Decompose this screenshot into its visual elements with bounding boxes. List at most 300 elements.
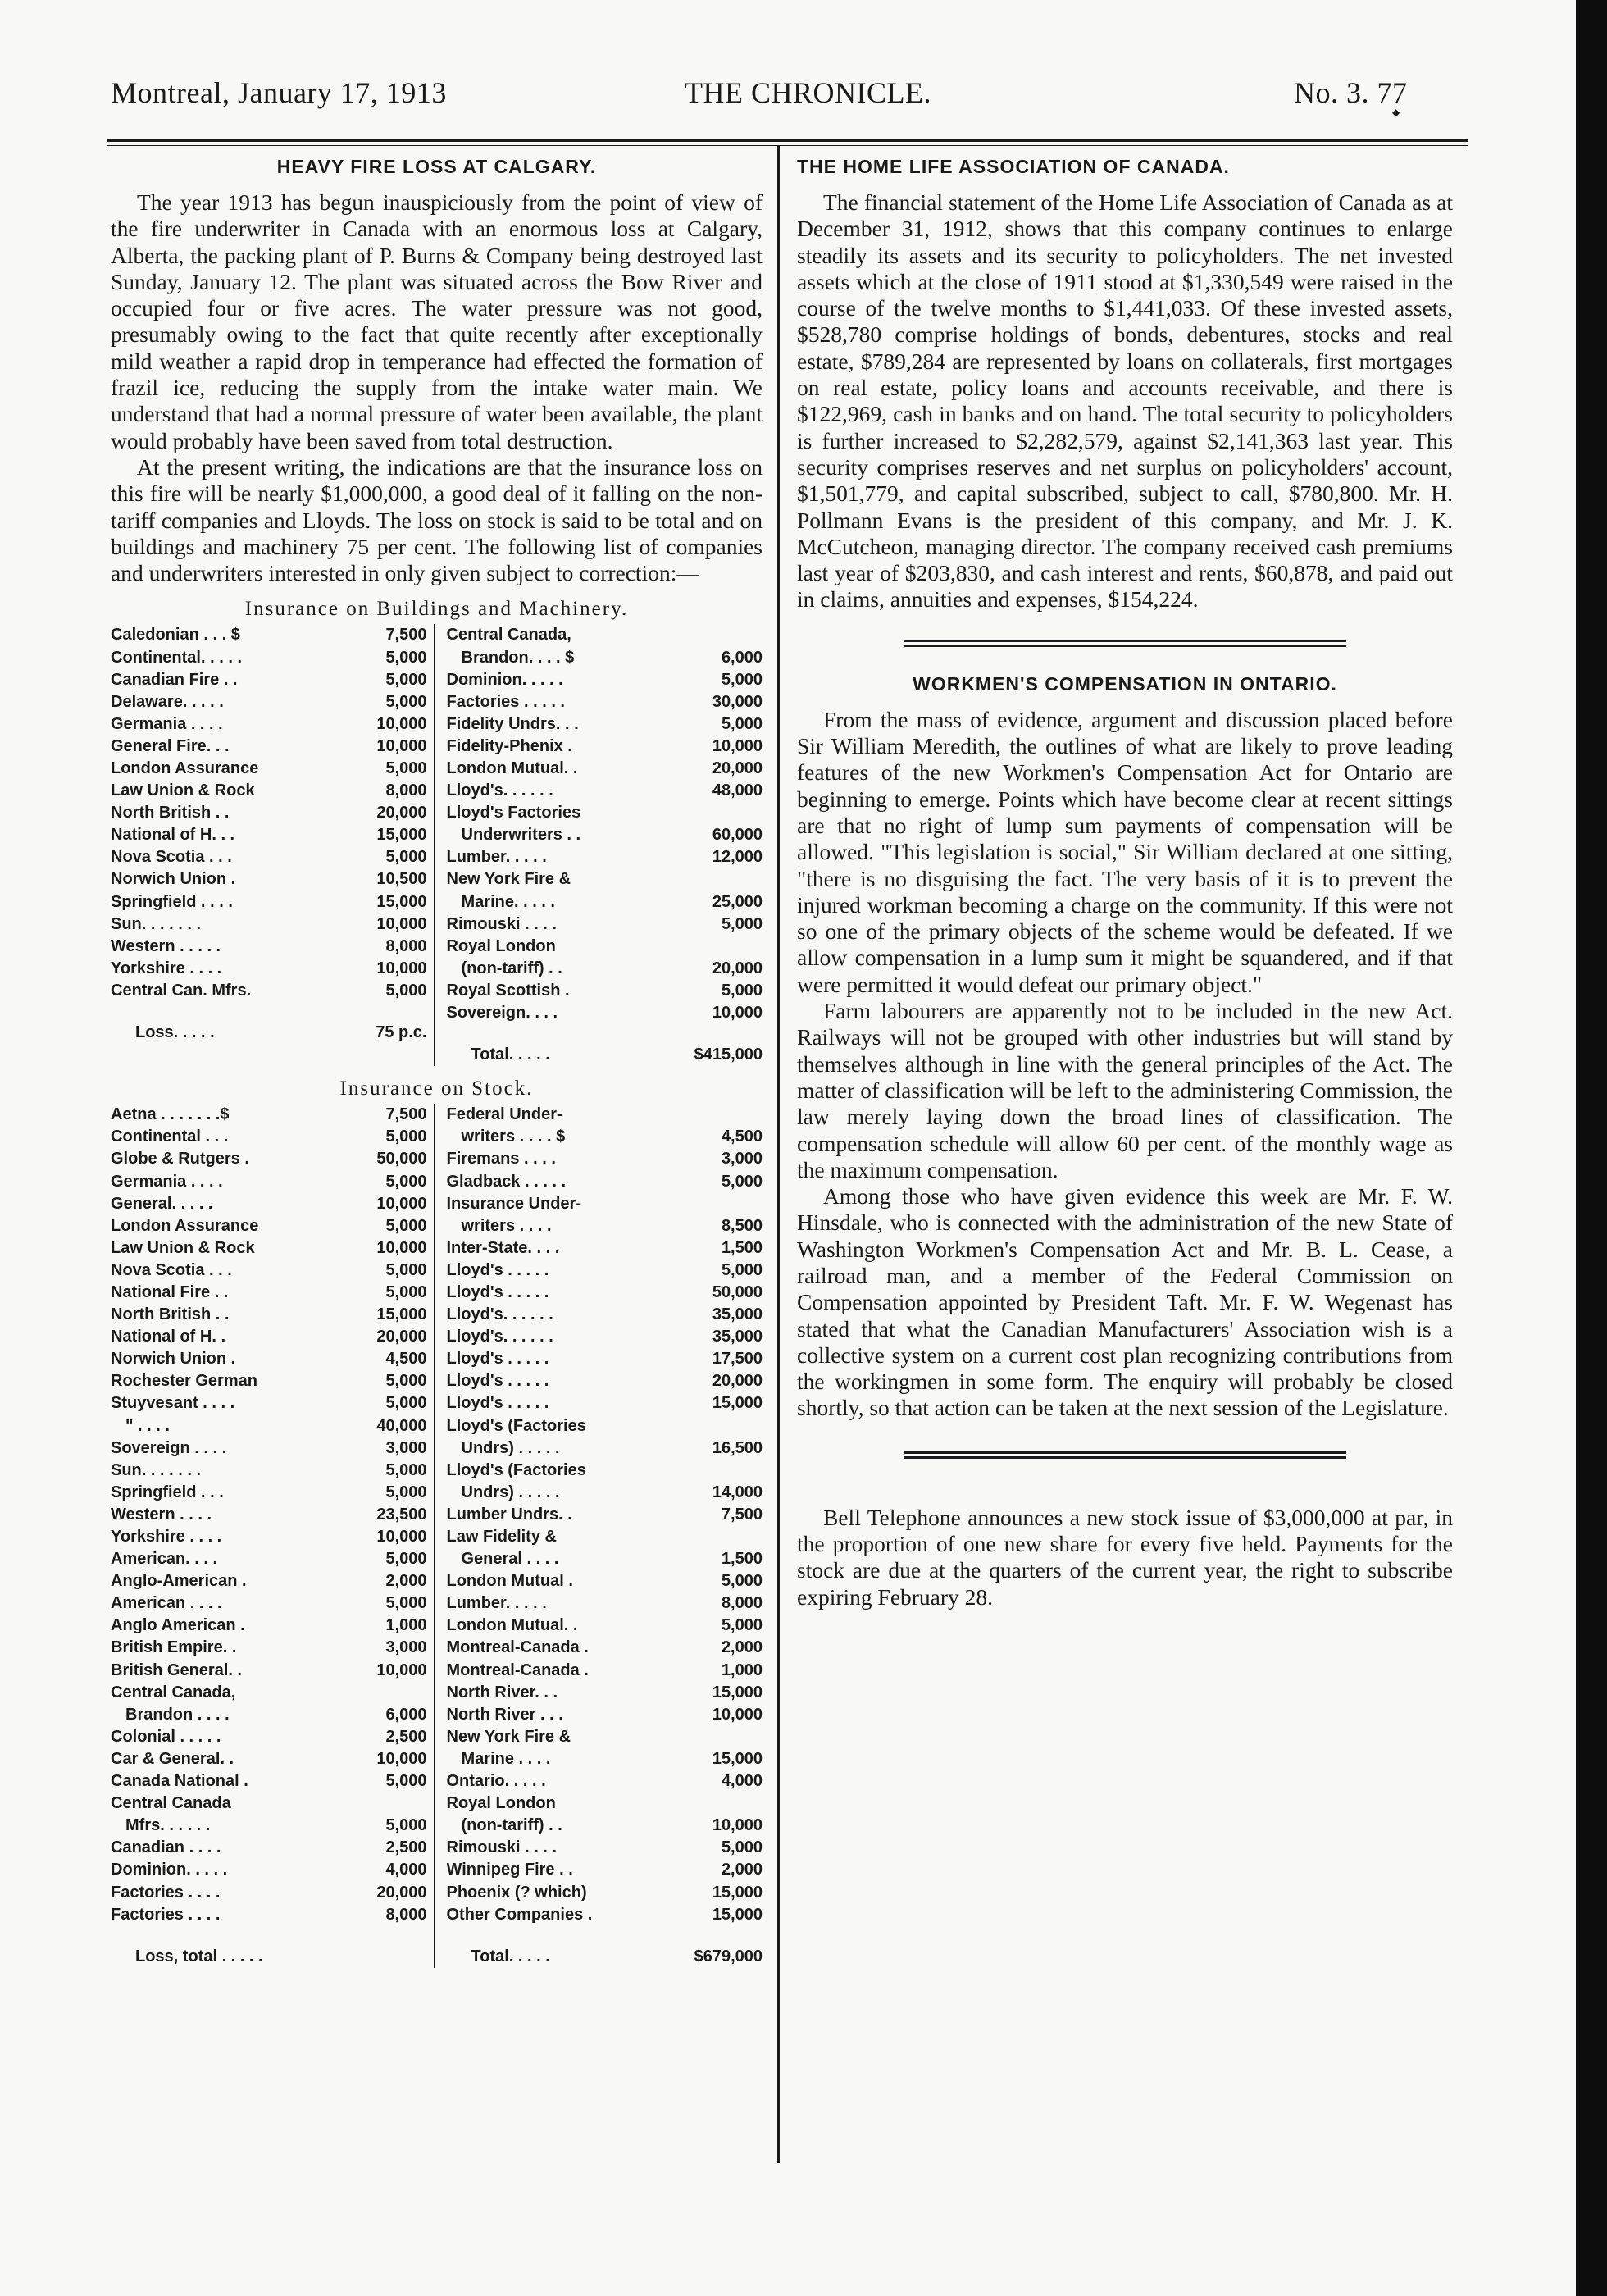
table-row <box>111 713 427 736</box>
amount <box>758 1793 763 1815</box>
amount <box>758 1726 763 1748</box>
company-name: Factories . . . . <box>111 1905 221 1924</box>
company-name: Continental. . . . . <box>111 648 242 667</box>
amount: 3,000 <box>385 1638 427 1657</box>
amount: 10,500 <box>376 870 427 889</box>
table-row <box>447 1526 763 1548</box>
table-row <box>111 1348 427 1370</box>
amount: 20,000 <box>712 759 763 778</box>
company-name: Marine. . . . . <box>461 892 555 911</box>
company-name: London Mutual. . <box>446 759 578 778</box>
amount <box>422 1682 427 1704</box>
amount: 15,000 <box>712 1683 763 1702</box>
company-name: Aetna . . . . . . .$ <box>111 1105 230 1124</box>
table-row <box>447 736 763 758</box>
table-row <box>447 1148 763 1170</box>
amount <box>758 1460 763 1482</box>
amount: 1,500 <box>721 1550 763 1569</box>
total-amount: $415,000 <box>694 1046 763 1064</box>
table-row <box>111 1815 427 1837</box>
amount: 3,000 <box>721 1150 763 1168</box>
company-name: Central Canada <box>111 1794 231 1813</box>
table-row <box>111 1282 427 1304</box>
company-name: North River . . . <box>446 1705 563 1724</box>
company-name: Lloyd's. . . . . . <box>446 1305 553 1324</box>
table-row <box>447 1682 763 1704</box>
binding-edge <box>1576 0 1607 2296</box>
table-row <box>447 1592 763 1615</box>
amount: 23,500 <box>376 1505 427 1524</box>
amount: 5,000 <box>385 759 427 778</box>
company-name: Canada National . <box>111 1772 248 1791</box>
company-name: National of H. . <box>111 1328 225 1346</box>
table-row <box>111 1326 427 1348</box>
amount: 30,000 <box>712 692 763 711</box>
amount: 10,000 <box>376 1194 427 1213</box>
table-row <box>447 1770 763 1793</box>
company-name: " . . . . <box>125 1416 170 1435</box>
company-name: Factories . . . . . <box>446 692 565 711</box>
company-name: Factories . . . . <box>111 1883 221 1902</box>
table-row <box>111 1237 427 1260</box>
amount: 8,000 <box>385 781 427 800</box>
company-name: Rimouski . . . . <box>446 914 557 933</box>
amount: 5,000 <box>385 848 427 867</box>
amount: 6,000 <box>385 1705 427 1724</box>
amount: 5,000 <box>385 1172 427 1191</box>
company-name: Western . . . . . <box>111 936 221 955</box>
table-row <box>111 1660 427 1682</box>
company-name: London Assurance <box>111 1216 259 1235</box>
table-row <box>447 958 763 980</box>
company-name: Federal Under- <box>446 1105 562 1124</box>
company-name: Fidelity-Phenix . <box>446 736 572 755</box>
company-name: Rochester German <box>111 1372 257 1391</box>
table-row <box>447 758 763 780</box>
company-name: Lloyd's Factories <box>446 804 581 822</box>
company-name: Lumber. . . . . <box>446 1594 547 1613</box>
company-name: Inter-State. . . . <box>446 1238 560 1257</box>
amount: 15,000 <box>712 1905 763 1924</box>
company-name: Firemans . . . . <box>446 1150 556 1168</box>
amount: 1,500 <box>721 1238 763 1257</box>
company-name: Norwich Union . <box>111 870 236 889</box>
amount: 2,500 <box>385 1838 427 1857</box>
amount: 20,000 <box>712 1372 763 1391</box>
table-row <box>447 1482 763 1504</box>
double-rule-divider <box>904 1451 1346 1459</box>
calgary-paragraph: At the present writing, the indications are that the insurance loss on this fire will be nearly $1,000,000, a good deal of it falling on the non-tariff companies and Lloyds. The loss on stock is said to be total and on buildings and machinery 75 per cent. The following list of companies and underwriters interested in only given subject to correction:— <box>111 453 763 586</box>
workmens-comp-paragraph: Farm labourers are apparently not to be included in the new Act. Railways will not be grouped with other industries but will stand by themselves although in line with the general principles of the Act. The matter of classification will be left to the administering Commission, the law merely laying down the broad lines of classification. The compensation schedule will allow 60 per cent. of the monthly wage as the maximum compensation. <box>797 998 1453 1182</box>
buildings-table-left <box>111 624 435 1066</box>
buildings-table <box>111 624 763 1066</box>
amount: 8,000 <box>721 1594 763 1613</box>
company-name: Lloyd's (Factories <box>446 1460 586 1479</box>
company-name: Nova Scotia . . . <box>111 848 232 867</box>
amount: 50,000 <box>376 1150 427 1168</box>
company-name: Germania . . . . <box>111 714 223 733</box>
amount: 5,000 <box>385 1260 427 1279</box>
company-name: Underwriters . . <box>461 826 581 845</box>
table-row <box>111 1793 427 1815</box>
amount: 5,000 <box>385 1216 427 1235</box>
company-name: General. . . . . <box>111 1194 213 1213</box>
table-row <box>111 958 427 980</box>
amount: 7,500 <box>385 1105 427 1124</box>
amount: 10,000 <box>376 1238 427 1257</box>
table-row <box>111 802 427 824</box>
company-name: Dominion. . . . . <box>111 1861 228 1879</box>
company-name: Montreal-Canada . <box>446 1660 589 1679</box>
table-row <box>111 1148 427 1170</box>
amount: 15,000 <box>712 1883 763 1902</box>
company-name: writers . . . . <box>461 1216 552 1235</box>
amount <box>758 1526 763 1548</box>
company-name: Lumber. . . . . <box>446 848 547 867</box>
table-row <box>447 691 763 713</box>
company-name: Lloyd's . . . . . <box>446 1260 549 1279</box>
table-row <box>111 758 427 780</box>
amount: 15,000 <box>712 1749 763 1768</box>
table-row <box>447 1615 763 1637</box>
company-name: London Assurance <box>111 759 259 778</box>
company-name: (non-tariff) . . <box>461 1816 562 1835</box>
amount: 5,000 <box>721 670 763 689</box>
company-name: Brandon . . . . <box>125 1705 230 1724</box>
table-row <box>447 1815 763 1837</box>
company-name: Montreal-Canada . <box>446 1638 589 1657</box>
total-label: Total. . . . . <box>471 1947 550 1966</box>
company-name: New York Fire & <box>446 870 571 889</box>
total-amount: $679,000 <box>694 1947 763 1966</box>
amount: 60,000 <box>712 826 763 845</box>
table-row <box>111 846 427 868</box>
table-row <box>111 1104 427 1126</box>
amount: 20,000 <box>376 1883 427 1902</box>
total-amount: 75 p.c. <box>376 1023 427 1042</box>
amount: 5,000 <box>721 981 763 1000</box>
total-amount <box>422 1946 427 1968</box>
amount: 10,000 <box>712 1816 763 1835</box>
amount: 4,000 <box>385 1861 427 1879</box>
company-name: writers . . . . $ <box>461 1128 566 1146</box>
company-name: Rimouski . . . . <box>446 1838 557 1857</box>
table-row <box>447 1859 763 1881</box>
amount: 10,000 <box>712 736 763 755</box>
workmens-comp-paragraph: From the mass of evidence, argument and discussion placed before Sir William Meredith, the outlines of what are likely to prove leading features of the new Workmen's Compensation Act for Ontario are beginning to emerge. Points which have become clear at recent sittings are that no right of lump sum payments of compensation will be allowed. "This legislation is social," Sir William declared at one sitting, "there is no disguising the fact. The very basis of it is to prevent the injured workman becoming a charge on the community. If this were not so one of the primary objects of the scheme would be defeated. If we allow compensation in a lump sum it might be squandered, and if that were permitted it would defeat our primary object." <box>797 706 1453 997</box>
table-row <box>447 1437 763 1460</box>
table-row <box>447 1193 763 1215</box>
amount: 2,000 <box>721 1638 763 1657</box>
table-row <box>447 891 763 913</box>
company-name: General . . . . <box>461 1550 559 1569</box>
table-row <box>111 1415 427 1437</box>
company-name: American. . . . <box>111 1550 218 1569</box>
amount <box>758 624 763 646</box>
right-column <box>797 156 1453 1610</box>
table-row <box>111 1770 427 1793</box>
company-name: Germania . . . . <box>111 1172 223 1191</box>
company-name: North British . . <box>111 804 230 822</box>
table-row <box>447 846 763 868</box>
company-name: Lumber Undrs. . <box>446 1505 572 1524</box>
company-name: Delaware. . . . . <box>111 692 224 711</box>
amount: 48,000 <box>712 781 763 800</box>
company-name: London Mutual. . <box>446 1616 578 1635</box>
stock-table <box>111 1104 763 1968</box>
amount <box>422 1793 427 1815</box>
amount: 2,000 <box>721 1861 763 1879</box>
table-row <box>447 824 763 846</box>
company-name: General Fire. . . <box>111 736 230 755</box>
company-name: Royal Scottish . <box>446 981 570 1000</box>
left-column <box>111 156 763 1968</box>
calgary-headline: HEAVY FIRE LOSS AT CALGARY. <box>276 156 597 177</box>
company-name: Canadian . . . . <box>111 1838 221 1857</box>
table-row <box>111 1504 427 1526</box>
amount: 8,500 <box>721 1216 763 1235</box>
company-name: Royal London <box>446 936 556 955</box>
home-life-headline: THE HOME LIFE ASSOCIATION OF CANADA. <box>797 156 1230 177</box>
amount: 10,000 <box>376 914 427 933</box>
table-row <box>447 647 763 669</box>
bell-telephone-paragraph: Bell Telephone announces a new stock issue of $3,000,000 at par, in the proportion of one new share for every five held. Payments for the stock are due at the quarters of the current year, the right to subscribe expiring February 28. <box>797 1504 1453 1610</box>
workmens-comp-paragraph: Among those who have given evidence this week are Mr. F. W. Hinsdale, who is connected with the administration of the new State of Washington Workmen's Compensation Act and Mr. B. L. Cease, a railroad man, and a member of the Federal Commission on Compensation appointed by President Taft. Mr. F. W. Wegenast has stated that what the Canadian Manufacturers' Association wish is a collective system on a current cost plan recognizing contributions from the workingmen in some form. The enquiry will probably be closed shortly, so that action can be taken at the next session of the Legislature. <box>797 1183 1453 1421</box>
table-row <box>111 1837 427 1859</box>
table-row <box>447 913 763 936</box>
table-row <box>111 1704 427 1726</box>
amount: 5,000 <box>721 914 763 933</box>
company-name: Globe & Rutgers . <box>111 1150 249 1168</box>
table-row <box>111 1592 427 1615</box>
total-label: Loss, total . . . . . <box>135 1947 263 1966</box>
amount: 10,000 <box>712 1004 763 1023</box>
table-row <box>447 1002 763 1024</box>
amount: 10,000 <box>376 1528 427 1547</box>
amount: 5,000 <box>721 1616 763 1635</box>
table-row <box>111 1882 427 1904</box>
amount: 35,000 <box>712 1328 763 1346</box>
amount: 40,000 <box>376 1416 427 1435</box>
table-row <box>111 868 427 891</box>
header-date: Montreal, January 17, 1913 <box>111 76 447 109</box>
amount <box>758 936 763 958</box>
amount: 6,000 <box>721 648 763 667</box>
amount: 35,000 <box>712 1305 763 1324</box>
amount: 15,000 <box>712 1394 763 1413</box>
table-row <box>447 1237 763 1260</box>
amount: 5,000 <box>385 692 427 711</box>
table-row <box>447 1748 763 1770</box>
company-name: Undrs) . . . . . <box>461 1483 560 1501</box>
amount: 10,000 <box>376 1660 427 1679</box>
company-name: New York Fire & <box>446 1727 571 1746</box>
amount <box>758 1104 763 1126</box>
amount: 10,000 <box>712 1705 763 1724</box>
company-name: Stuyvesant . . . . <box>111 1394 235 1413</box>
table-row <box>111 1126 427 1148</box>
calgary-paragraph: The year 1913 has begun inauspiciously from the point of view of the fire underwriter in Canada with an enormous loss at Calgary, Alberta, the packing plant of P. Burns & Company being destroyed last Sunday, January 12. The plant was situated across the Bow River and occupied four or five acres. The water pressure was not good, presumably owing to the fact that quite recently after exceptionally mild weather a rapid drop in temperance had effected the formation of frazil ice, reducing the supply from the intake water main. We understand that had a normal pressure of water been available, the plant would probably have been saved from total destruction. <box>111 189 763 453</box>
amount: 5,000 <box>385 1594 427 1613</box>
table-row <box>111 1260 427 1282</box>
table-row <box>447 1704 763 1726</box>
table-row <box>111 1171 427 1193</box>
table-row <box>111 913 427 936</box>
total-label: Loss. . . . . <box>135 1023 215 1042</box>
table-row <box>447 802 763 824</box>
table-row <box>447 1637 763 1659</box>
table-row <box>111 624 427 646</box>
table-row <box>111 1637 427 1659</box>
company-name: Sovereign. . . . <box>446 1004 558 1023</box>
company-name: Law Union & Rock <box>111 781 255 800</box>
amount: 15,000 <box>376 1305 427 1324</box>
table-row <box>111 1370 427 1392</box>
stock-table-left <box>111 1104 435 1968</box>
table-row <box>447 1348 763 1370</box>
stock-table-heading: Insurance on Stock. <box>339 1077 534 1100</box>
amount: 20,000 <box>376 1328 427 1346</box>
table-row <box>111 1748 427 1770</box>
amount: 50,000 <box>712 1282 763 1301</box>
amount: 5,000 <box>721 714 763 733</box>
table-row <box>447 1260 763 1282</box>
company-name: Royal London <box>446 1794 556 1813</box>
amount: 16,500 <box>712 1438 763 1457</box>
amount: 7,500 <box>385 626 427 645</box>
table-row <box>447 1460 763 1482</box>
table-row <box>447 868 763 891</box>
table-row <box>111 1193 427 1215</box>
amount: 17,500 <box>712 1350 763 1369</box>
table-row <box>447 1837 763 1859</box>
company-name: Central Canada, <box>111 1683 236 1702</box>
company-name: Springfield . . . . <box>111 892 233 911</box>
amount: 14,000 <box>712 1483 763 1501</box>
header-rule-thin <box>107 145 1468 146</box>
table-row <box>111 1392 427 1414</box>
amount: 20,000 <box>376 804 427 822</box>
ornament-mark: ◆ <box>1392 107 1400 118</box>
amount: 5,000 <box>385 648 427 667</box>
company-name: Other Companies . <box>446 1905 593 1924</box>
amount: 5,000 <box>385 1128 427 1146</box>
table-total-row <box>447 1946 763 1968</box>
company-name: Central Canada, <box>446 626 571 645</box>
company-name: Phoenix (? which) <box>446 1883 587 1902</box>
company-name: North British . . <box>111 1305 230 1324</box>
table-row <box>447 1570 763 1592</box>
amount: 2,500 <box>385 1727 427 1746</box>
amount: 5,000 <box>385 1460 427 1479</box>
table-row <box>111 1437 427 1460</box>
table-row <box>111 1482 427 1504</box>
company-name: Springfield . . . <box>111 1483 224 1501</box>
table-total-row <box>447 1044 763 1066</box>
table-row <box>447 780 763 802</box>
company-name: Lloyd's . . . . . <box>446 1282 549 1301</box>
stock-table-right <box>447 1104 763 1968</box>
amount: 1,000 <box>385 1616 427 1635</box>
table-row <box>111 691 427 713</box>
company-name: Law Union & Rock <box>111 1238 255 1257</box>
table-row <box>111 1904 427 1926</box>
company-name: Sun. . . . . . . <box>111 914 202 933</box>
amount: 15,000 <box>376 892 427 911</box>
table-row <box>447 624 763 646</box>
company-name: Anglo American . <box>111 1616 245 1635</box>
company-name: National of H. . . <box>111 826 235 845</box>
company-name: Colonial . . . . . <box>111 1727 221 1746</box>
table-row <box>447 1370 763 1392</box>
table-row <box>111 647 427 669</box>
amount: 10,000 <box>376 959 427 977</box>
company-name: Anglo-American . <box>111 1572 247 1591</box>
header-publication: THE CHRONICLE. <box>685 76 931 109</box>
header-rule <box>107 139 1468 142</box>
table-row <box>111 891 427 913</box>
table-row <box>111 780 427 802</box>
table-row <box>111 1304 427 1326</box>
amount: 2,000 <box>385 1572 427 1591</box>
table-row <box>447 1504 763 1526</box>
amount <box>758 1193 763 1215</box>
table-row <box>447 936 763 958</box>
amount: 5,000 <box>385 1394 427 1413</box>
amount: 5,000 <box>385 1772 427 1791</box>
company-name: Ontario. . . . . <box>446 1772 546 1791</box>
header-page-number: No. 3. 77 <box>1294 76 1408 109</box>
amount: 5,000 <box>385 670 427 689</box>
company-name: Marine . . . . <box>461 1749 551 1768</box>
amount: 5,000 <box>385 981 427 1000</box>
double-rule-divider <box>904 640 1346 647</box>
company-name: Lloyd's . . . . . <box>446 1394 549 1413</box>
table-row <box>447 1326 763 1348</box>
amount <box>758 802 763 824</box>
company-name: Continental . . . <box>111 1128 229 1146</box>
table-row <box>447 1726 763 1748</box>
table-row <box>111 936 427 958</box>
table-row <box>111 1570 427 1592</box>
company-name: Lloyd's . . . . . <box>446 1350 549 1369</box>
amount: 8,000 <box>385 936 427 955</box>
amount: 25,000 <box>712 892 763 911</box>
company-name: Yorkshire . . . . <box>111 1528 222 1547</box>
column-divider <box>777 146 780 2163</box>
company-name: Dominion. . . . . <box>446 670 563 689</box>
company-name: Law Fidelity & <box>446 1528 557 1547</box>
table-row <box>111 1526 427 1548</box>
workmens-comp-headline: WORKMEN'S COMPENSATION IN ONTARIO. <box>913 672 1337 695</box>
table-row <box>447 1415 763 1437</box>
amount: 3,000 <box>385 1438 427 1457</box>
company-name: Caledonian . . . $ <box>111 626 240 645</box>
company-name: Sun. . . . . . . <box>111 1460 202 1479</box>
table-row <box>111 980 427 1002</box>
total-label: Total. . . . . <box>471 1046 550 1064</box>
table-row <box>447 1171 763 1193</box>
company-name: Mfrs. . . . . . <box>125 1816 211 1835</box>
company-name: Norwich Union . <box>111 1350 236 1369</box>
amount: 20,000 <box>712 959 763 977</box>
company-name: Canadian Fire . . <box>111 670 238 689</box>
table-row <box>111 1682 427 1704</box>
company-name: American . . . . <box>111 1594 222 1613</box>
table-row <box>447 713 763 736</box>
amount: 5,000 <box>385 1483 427 1501</box>
table-row <box>447 1104 763 1126</box>
